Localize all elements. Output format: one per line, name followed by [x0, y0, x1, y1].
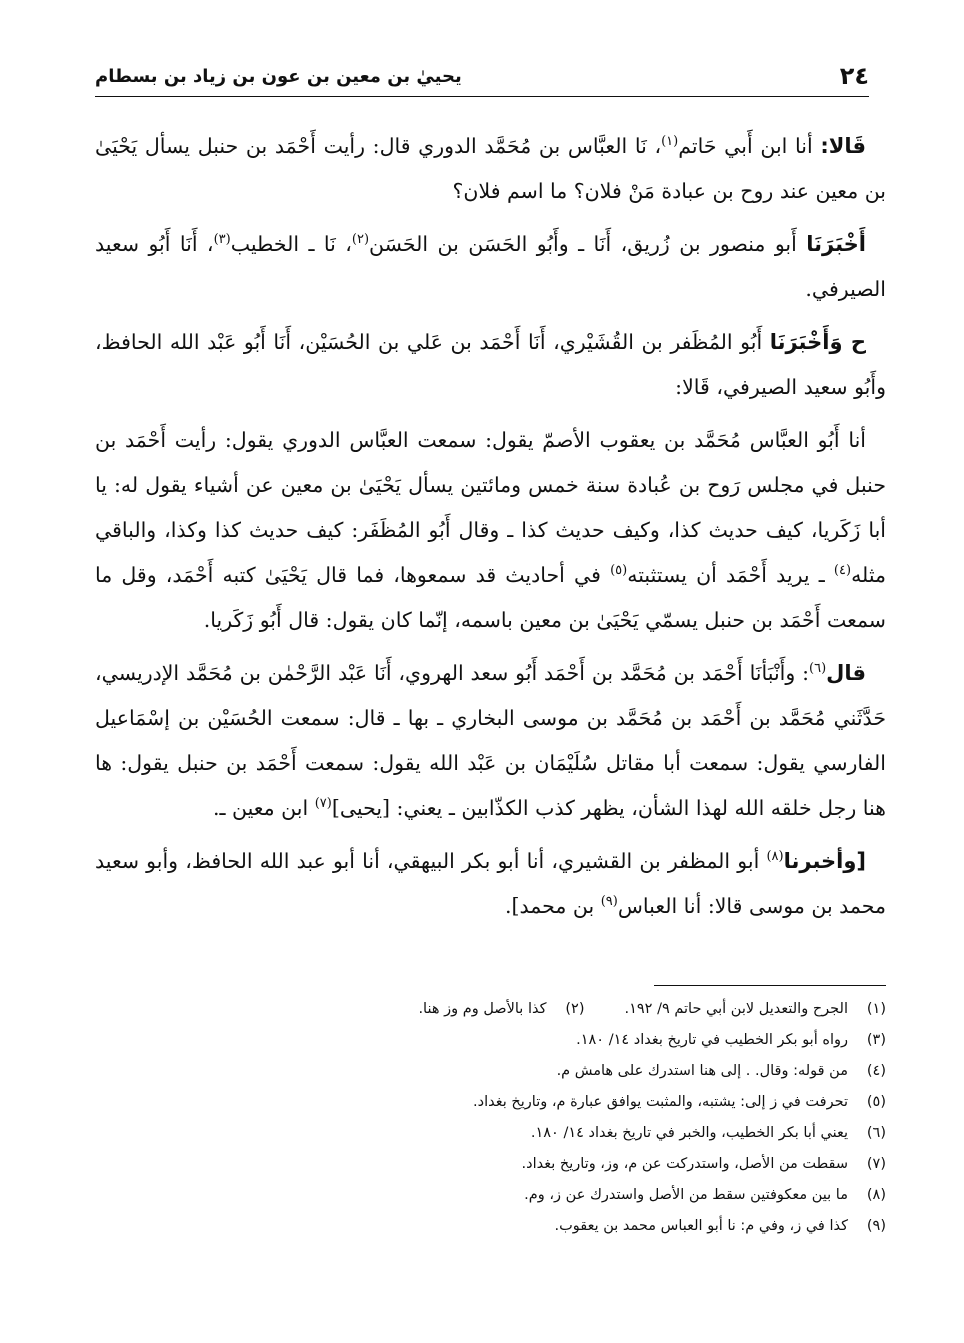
footnote-list	[95, 1025, 886, 1242]
footnote	[95, 1056, 886, 1087]
paragraph-text: أَبُو المُظَفر بن القُشَيْري، أَنَا أَحْمَد بن عَلي بن الحُسَيْن، أَنَا أَبُو عَبْد الله الحافظ، وأَبُو سعيد الصيرفي، قَالا:	[95, 330, 886, 399]
footnote-text: سقطت من الأصل، واستدركت عن م، وز، وتاريخ بغداد.	[521, 1156, 848, 1172]
footnote-ref: (٧)	[314, 796, 332, 812]
footnote	[95, 1149, 886, 1180]
footnote-text: من قوله: وقال. . إلى هنا استدرك على هامش م.	[556, 1063, 848, 1079]
paragraph	[95, 651, 886, 831]
footnote-text: الجرح والتعديل لابن أبي حاتم ٩/ ١٩٢.	[624, 1001, 848, 1017]
footnote-ref: (٣)	[213, 232, 231, 248]
paragraph-text: ، نَا العبَّاس بن مُحَمَّد الدوري قال: رأيت أَحْمَد بن حنبل يسأل يَحْيَىٰ بن معين عند روح بن عبادة مَنْ فلان؟ ما اسم فلان؟	[95, 134, 886, 203]
paragraph	[95, 222, 886, 312]
footnote-number: (٥)	[866, 1094, 886, 1110]
footnote-row-1-2	[95, 994, 886, 1025]
paragraph	[95, 418, 886, 643]
paragraph	[95, 124, 886, 214]
paragraph-keyword: قال	[826, 661, 866, 685]
footnote-text: يعني أبا بكر الخطيب، والخبر في تاريخ بغداد ١٤/ ١٨٠.	[530, 1125, 848, 1141]
footnote	[95, 1180, 886, 1211]
footnote-ref: (٩)	[600, 894, 618, 910]
main-text	[95, 124, 886, 937]
page-number: ٢٤	[839, 62, 869, 90]
paragraph	[95, 320, 886, 410]
footnote-ref: (٥)	[610, 563, 628, 579]
footnote-number: (١)	[866, 1001, 886, 1017]
footnote-text: رواه أبو بكر الخطيب في تاريخ بغداد ١٤/ ١٨٠.	[576, 1032, 848, 1048]
footnote-text: كذا في ز، وفي م: نا أبو العباس محمد بن يعقوب.	[554, 1218, 848, 1234]
footnote-number: (٢)	[565, 1001, 585, 1017]
footnote-number: (٣)	[866, 1032, 886, 1048]
paragraph-text: : وأَنْبَأنَا أَحْمَد بن مُحَمَّد بن أَحْمَد أَبُو سعد الهروي، أَنَا عَبْد الرَّحْمٰن بن مُحَمَّد الإدريسي، حَدَّثَني مُحَمَّد بن أَحْمَد بن مُحَمَّد بن موسى البخاري ـ بها ـ قال: سمعت الحُسَيْن بن إسْمَاعيل الفارسي يقول: سمعت أبا مقاتل سُلَيْمَان بن عَبْد الله يقول: سمعت أَحْمَد بن حنبل يقول: ها هنا رجل خلقه الله لهذا الشأن، يظهر كذب الكذّابين ـ يعني: [يحيى]	[95, 661, 886, 820]
footnote-number: (٩)	[866, 1218, 886, 1234]
footnote-text: كذا بالأصل وم وز هنا.	[418, 1001, 547, 1017]
footnote-1	[624, 994, 886, 1025]
paragraph-text: في أحاديث قد سمعوها، فما قال يَحْيَىٰ كتبه أَحْمَد، وقل ما سمعت أَحْمَد بن حنبل يسمّي يَحْيَىٰ بن معين باسمه، إنّما كان يقول: قال أَبُو زَكَريا.	[95, 563, 886, 632]
paragraph-text: بن محمد].	[505, 894, 601, 918]
footnote-ref: (٤)	[833, 563, 852, 579]
footnotes	[95, 994, 886, 1242]
footnote-text: تحرفت في ز إلى: يشتبه، والمثبت يوافق عبارة م، وتاريخ بغداد.	[473, 1094, 848, 1110]
footnote	[95, 1211, 886, 1242]
paragraph-text: أنا أَبُو العبَّاس مُحَمَّد بن يعقوب الأصمّ يقول: سمعت العبَّاس الدوري يقول: رأيت أَحْمَد بن حنبل في مجلس رَوح بن عُبادة سنة خمس ومائتين يسأل يَحْيَىٰ بن معين عن أشياء يقول له: يا أبا زَكَريا، كيف حديث كذا، وكيف حديث كذا ـ وقال أَبُو المُظَفَر: كيف حديث كذا وكذا، والباقي مثله	[95, 428, 887, 587]
paragraph	[95, 839, 886, 929]
paragraph-keyword: أَخْبَرَنَا	[806, 232, 866, 256]
footnote-ref: (٦)	[809, 661, 827, 677]
paragraph-text: ، نَا ـ الخطيب	[230, 232, 352, 256]
footnote-text: ما بين معكوفتين سقط من الأصل واستدرك عن ز، وم.	[524, 1187, 848, 1203]
footnote-ref: (٨)	[766, 849, 784, 865]
paragraph-text: أبو المظفر بن القشيري، أنا أبو بكر البيهقي، أنا أبو عبد الله الحافظ، وأبو سعيد محمد بن موسى قالا: أنا العباس	[95, 849, 886, 918]
paragraph-text: ـ يريد أَحْمَد أن يستثبته	[627, 563, 834, 587]
footnote-number: (٦)	[866, 1125, 886, 1141]
footnote-ref: (٢)	[351, 232, 370, 248]
paragraph-text: أَبو منصور بن زُريق، أَنَا ـ وأَبُو الحَسَن بن الحَسَن	[369, 232, 807, 256]
page-header	[95, 56, 869, 97]
paragraph-text: ابن معين ـ.	[212, 796, 315, 820]
footnote-2	[418, 994, 584, 1025]
paragraph-keyword: قَالا:	[820, 134, 867, 158]
paragraph-text: أنا ابن أَبي حَاتم	[678, 134, 821, 158]
footnote	[95, 1118, 886, 1149]
footnote	[95, 1025, 886, 1056]
paragraph-keyword: [وأخبرنا	[783, 849, 866, 873]
paragraph-keyword: ح وَأَخْبَرَنَا	[769, 330, 866, 354]
footnote	[95, 1087, 886, 1118]
footnote-ref: (١)	[661, 134, 679, 150]
paragraph-text: ، أَنَا أَبُو سعيد الصيرفي.	[95, 232, 886, 301]
footnote-number: (٤)	[866, 1063, 886, 1079]
footnote-separator	[654, 985, 886, 986]
footnote-number: (٧)	[866, 1156, 886, 1172]
footnote-number: (٨)	[866, 1187, 886, 1203]
running-title: يحييٰ بن معين بن عون بن زياد بن بسطام	[95, 65, 462, 87]
